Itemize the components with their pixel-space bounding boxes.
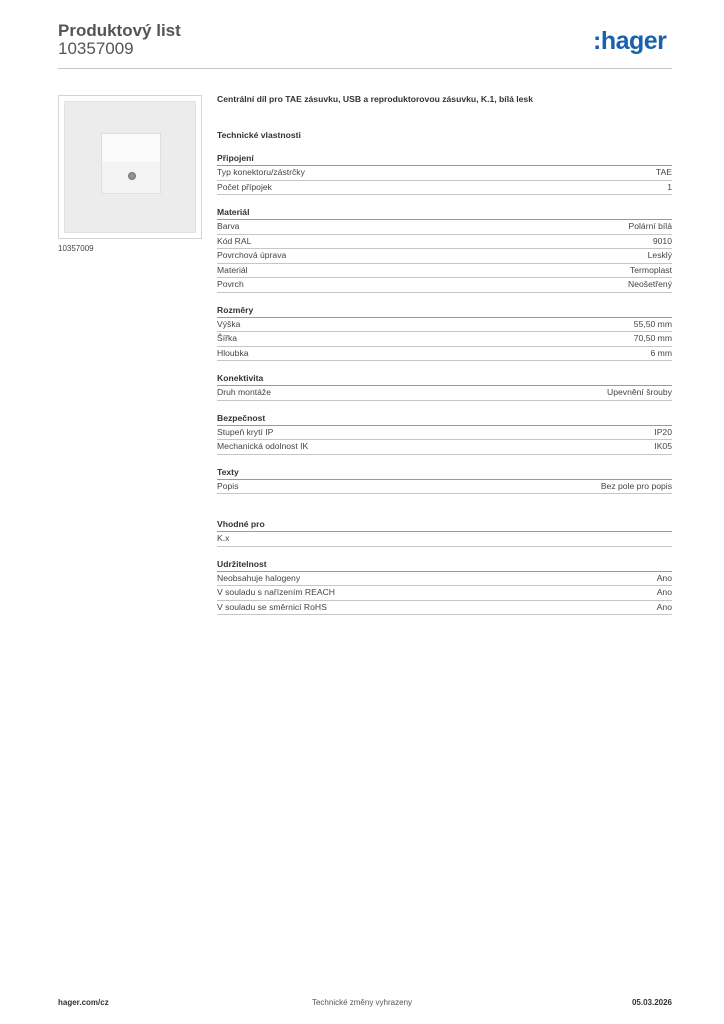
spec-label: Kód RAL <box>217 235 252 246</box>
spec-value: 1 <box>667 181 672 192</box>
spec-section <box>217 518 672 547</box>
spec-section <box>217 304 672 362</box>
spec-value: Polární bílá <box>628 221 672 231</box>
spec-section <box>217 206 672 293</box>
spec-row <box>217 166 672 181</box>
spec-label: Materiál <box>217 264 248 275</box>
spec-row <box>217 264 672 279</box>
spec-row <box>217 480 672 495</box>
socket-opening <box>101 133 161 163</box>
spec-section <box>217 466 672 495</box>
spec-row <box>217 532 672 547</box>
socket-lower-panel <box>101 162 161 194</box>
spec-value: Neošetřený <box>628 279 672 289</box>
spec-value: 9010 <box>652 235 672 246</box>
spec-row <box>217 220 672 235</box>
spec-value: Lesklý <box>647 250 672 260</box>
spec-row <box>217 318 672 333</box>
section-title: Bezpečnost <box>217 412 672 426</box>
spec-sections <box>217 152 672 615</box>
spec-label: Povrch <box>217 279 244 289</box>
spec-label: Druh montáže <box>217 387 271 397</box>
section-title: Materiál <box>217 206 672 220</box>
hager-logo: :hager <box>593 27 667 55</box>
spec-label: Popis <box>217 480 239 491</box>
spec-label: Šířka <box>217 333 238 343</box>
product-image <box>58 95 202 239</box>
spec-row <box>217 586 672 601</box>
spec-label: Výška <box>217 318 241 329</box>
header-divider <box>58 68 672 69</box>
footer-website[interactable]: hager.com/cz <box>58 998 109 1007</box>
tech-properties-heading: Technické vlastnosti <box>217 130 301 140</box>
spec-value: IP20 <box>654 426 672 437</box>
spec-value: 6 mm <box>650 347 672 358</box>
spec-row <box>217 181 672 196</box>
spec-section <box>217 558 672 616</box>
spec-label: V souladu se směrnicí RoHS <box>217 601 327 612</box>
spec-section <box>217 412 672 455</box>
spec-label: Typ konektoru/zástrčky <box>217 167 305 177</box>
section-title: Vhodné pro <box>217 518 672 532</box>
spec-row <box>217 249 672 264</box>
spec-value: Ano <box>656 587 672 597</box>
spec-label: V souladu s nařízením REACH <box>217 587 335 597</box>
footer-date: 05.03.2026 <box>631 998 672 1007</box>
spec-row <box>217 440 672 455</box>
spec-value: Upevnění šrouby <box>607 387 672 397</box>
spec-row <box>217 332 672 347</box>
product-description: Centrální díl pro TAE zásuvku, USB a reproduktorovou zásuvku, K.1, bílá lesk <box>217 94 533 104</box>
product-number: 10357009 <box>58 39 134 58</box>
spec-row <box>217 278 672 293</box>
spec-label: Hloubka <box>217 347 249 358</box>
spec-label: Počet přípojek <box>217 181 272 192</box>
spec-value: IK05 <box>654 441 672 451</box>
spec-value: Termoplast <box>629 264 672 275</box>
spec-row <box>217 347 672 362</box>
spec-content <box>217 92 672 626</box>
spec-label: Mechanická odolnost IK <box>217 441 309 451</box>
spec-section <box>217 152 672 195</box>
screw-icon <box>128 172 136 180</box>
section-title: Udržitelnost <box>217 558 672 572</box>
spec-label: Stupeň krytí IP <box>217 426 274 437</box>
spec-row <box>217 572 672 587</box>
footer-disclaimer: Technické změny vyhrazeny <box>311 998 413 1007</box>
spec-section <box>217 372 672 401</box>
section-title: Texty <box>217 466 672 480</box>
cover-plate <box>64 101 196 233</box>
spec-row <box>217 235 672 250</box>
spec-value: 70,50 mm <box>633 333 672 343</box>
section-title: Připojení <box>217 152 672 166</box>
section-title: Konektivita <box>217 372 672 386</box>
spec-label: Povrchová úprava <box>217 250 287 260</box>
spec-label: K.x <box>217 533 230 543</box>
image-caption: 10357009 <box>58 244 94 253</box>
spec-label: Barva <box>217 221 240 231</box>
spec-value: Ano <box>656 601 672 612</box>
spec-value: Bez pole pro popis <box>600 480 672 491</box>
spec-value: Ano <box>656 572 672 583</box>
spec-value: 55,50 mm <box>633 318 672 329</box>
section-title: Rozměry <box>217 304 672 318</box>
spec-value: TAE <box>655 167 672 177</box>
spec-row <box>217 386 672 401</box>
page-title: Produktový list <box>58 21 181 40</box>
spec-label: Neobsahuje halogeny <box>217 572 301 583</box>
spec-row <box>217 426 672 441</box>
spec-row <box>217 601 672 616</box>
